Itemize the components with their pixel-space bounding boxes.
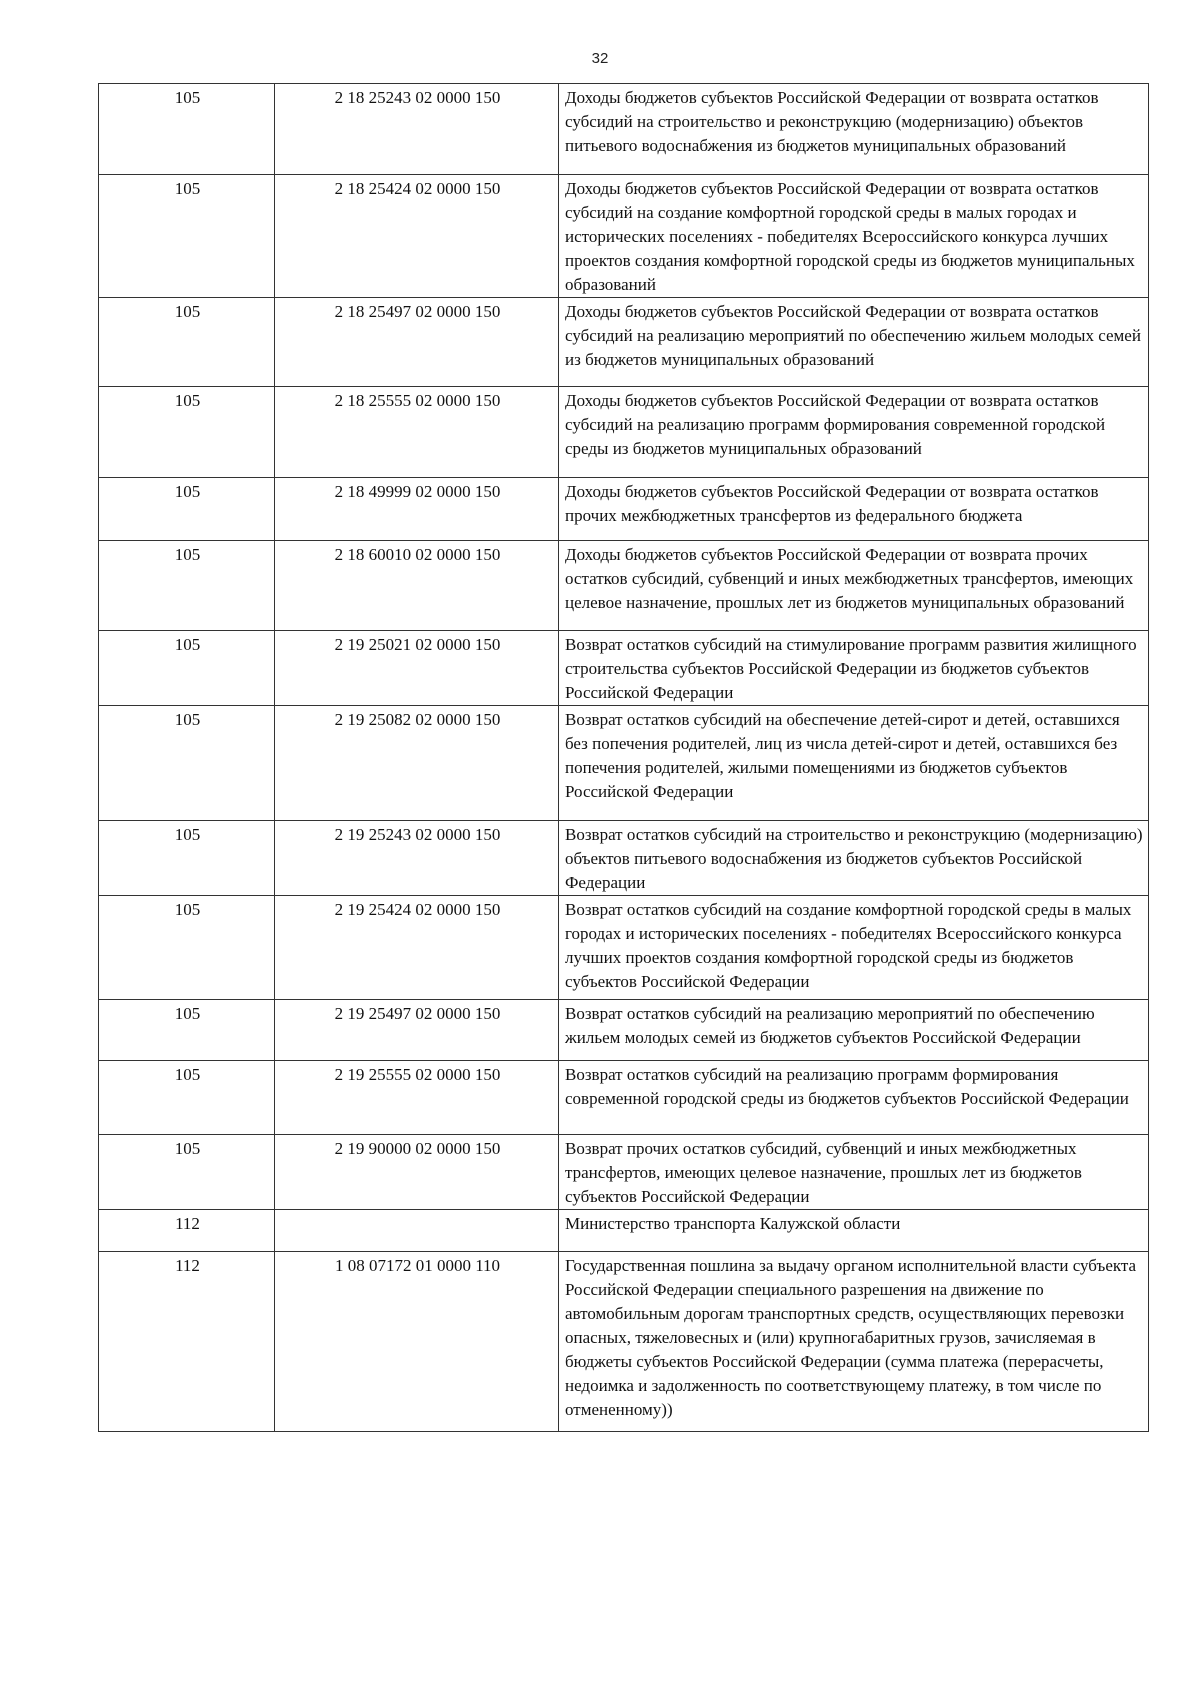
table-row	[99, 1210, 1149, 1252]
revenue-name-cell: Возврат остатков субсидий на реализацию программ формирования современной городской среды из бюджетов субъектов Российской Федерации	[559, 1061, 1149, 1135]
table-row	[99, 1135, 1149, 1210]
budget-code-cell: 2 18 60010 02 0000 150	[275, 541, 559, 631]
revenue-name-cell: Министерство транспорта Калужской области	[559, 1210, 1149, 1252]
table-row	[99, 1000, 1149, 1061]
admin-code-cell: 105	[99, 1061, 275, 1135]
table-row	[99, 821, 1149, 896]
revenue-name-cell: Доходы бюджетов субъектов Российской Федерации от возврата остатков субсидий на реализацию мероприятий по обеспечению жильем молодых семей из бюджетов муниципальных образований	[559, 298, 1149, 387]
table-body	[99, 84, 1149, 1432]
admin-code-cell: 105	[99, 631, 275, 706]
budget-code-cell: 2 18 49999 02 0000 150	[275, 478, 559, 541]
revenue-name-cell: Доходы бюджетов субъектов Российской Федерации от возврата прочих остатков субсидий, субвенций и иных межбюджетных трансфертов, имеющих целевое назначение, прошлых лет из бюджетов муниципальных образований	[559, 541, 1149, 631]
table-row	[99, 1252, 1149, 1432]
table-row	[99, 631, 1149, 706]
revenue-name-cell: Возврат остатков субсидий на реализацию мероприятий по обеспечению жильем молодых семей из бюджетов субъектов Российской Федерации	[559, 1000, 1149, 1061]
admin-code-cell: 105	[99, 298, 275, 387]
budget-code-cell: 2 19 25555 02 0000 150	[275, 1061, 559, 1135]
budget-code-cell: 2 19 25082 02 0000 150	[275, 706, 559, 821]
admin-code-cell: 105	[99, 821, 275, 896]
budget-code-cell: 2 18 25243 02 0000 150	[275, 84, 559, 175]
table-row	[99, 1061, 1149, 1135]
revenue-name-cell: Доходы бюджетов субъектов Российской Федерации от возврата остатков субсидий на строительство и реконструкцию (модернизацию) объектов питьевого водоснабжения из бюджетов муниципальных образований	[559, 84, 1149, 175]
budget-code-cell: 2 19 25243 02 0000 150	[275, 821, 559, 896]
revenue-name-cell: Государственная пошлина за выдачу органом исполнительной власти субъекта Российской Федерации специального разрешения на движение по автомобильным дорогам транспортных средств, осуществляющих перевозки опасных, тяжеловесных и (или) крупногабаритных грузов, зачисляемая в бюджеты субъектов Российской Федерации (сумма платежа (перерасчеты, недоимка и задолженность по соответствующему платежу, в том числе по отмененному))	[559, 1252, 1149, 1432]
table-row	[99, 706, 1149, 821]
admin-code-cell: 105	[99, 387, 275, 478]
budget-code-cell: 2 19 90000 02 0000 150	[275, 1135, 559, 1210]
budget-code-cell: 2 19 25021 02 0000 150	[275, 631, 559, 706]
budget-code-cell: 2 18 25497 02 0000 150	[275, 298, 559, 387]
table-row	[99, 387, 1149, 478]
revenue-name-cell: Доходы бюджетов субъектов Российской Федерации от возврата остатков субсидий на реализацию программ формирования современной городской среды из бюджетов муниципальных образований	[559, 387, 1149, 478]
revenue-name-cell: Доходы бюджетов субъектов Российской Федерации от возврата остатков прочих межбюджетных трансфертов из федерального бюджета	[559, 478, 1149, 541]
admin-code-cell: 105	[99, 706, 275, 821]
revenue-codes-table	[98, 83, 1149, 1432]
admin-code-cell: 105	[99, 1135, 275, 1210]
revenue-name-cell: Возврат прочих остатков субсидий, субвенций и иных межбюджетных трансфертов, имеющих целевое назначение, прошлых лет из бюджетов субъектов Российской Федерации	[559, 1135, 1149, 1210]
revenue-name-cell: Возврат остатков субсидий на обеспечение детей-сирот и детей, оставшихся без попечения родителей, лиц из числа детей-сирот и детей, оставшихся без попечения родителей, жилыми помещениями из бюджетов субъектов Российской Федерации	[559, 706, 1149, 821]
budget-code-cell: 2 18 25424 02 0000 150	[275, 175, 559, 298]
admin-code-cell: 112	[99, 1252, 275, 1432]
budget-code-cell: 2 18 25555 02 0000 150	[275, 387, 559, 478]
revenue-name-cell: Возврат остатков субсидий на строительство и реконструкцию (модернизацию) объектов питьевого водоснабжения из бюджетов субъектов Российской Федерации	[559, 821, 1149, 896]
budget-code-cell: 2 19 25497 02 0000 150	[275, 1000, 559, 1061]
page-number: 32	[591, 50, 609, 67]
table-row	[99, 896, 1149, 1000]
table-row	[99, 478, 1149, 541]
table-row	[99, 541, 1149, 631]
budget-code-cell: 2 19 25424 02 0000 150	[275, 896, 559, 1000]
admin-code-cell: 105	[99, 84, 275, 175]
table-row	[99, 298, 1149, 387]
admin-code-cell: 105	[99, 1000, 275, 1061]
admin-code-cell: 112	[99, 1210, 275, 1252]
revenue-name-cell: Доходы бюджетов субъектов Российской Федерации от возврата остатков субсидий на создание комфортной городской среды в малых городах и исторических поселениях - победителях Всероссийского конкурса лучших проектов создания комфортной городской среды из бюджетов муниципальных образований	[559, 175, 1149, 298]
admin-code-cell: 105	[99, 896, 275, 1000]
table-row	[99, 84, 1149, 175]
admin-code-cell: 105	[99, 478, 275, 541]
budget-code-cell	[275, 1210, 559, 1252]
revenue-name-cell: Возврат остатков субсидий на создание комфортной городской среды в малых городах и исторических поселениях - победителях Всероссийского конкурса лучших проектов создания комфортной городской среды из бюджетов субъектов Российской Федерации	[559, 896, 1149, 1000]
revenue-name-cell: Возврат остатков субсидий на стимулирование программ развития жилищного строительства субъектов Российской Федерации из бюджетов субъектов Российской Федерации	[559, 631, 1149, 706]
table-row	[99, 175, 1149, 298]
admin-code-cell: 105	[99, 175, 275, 298]
budget-code-cell: 1 08 07172 01 0000 110	[275, 1252, 559, 1432]
admin-code-cell: 105	[99, 541, 275, 631]
